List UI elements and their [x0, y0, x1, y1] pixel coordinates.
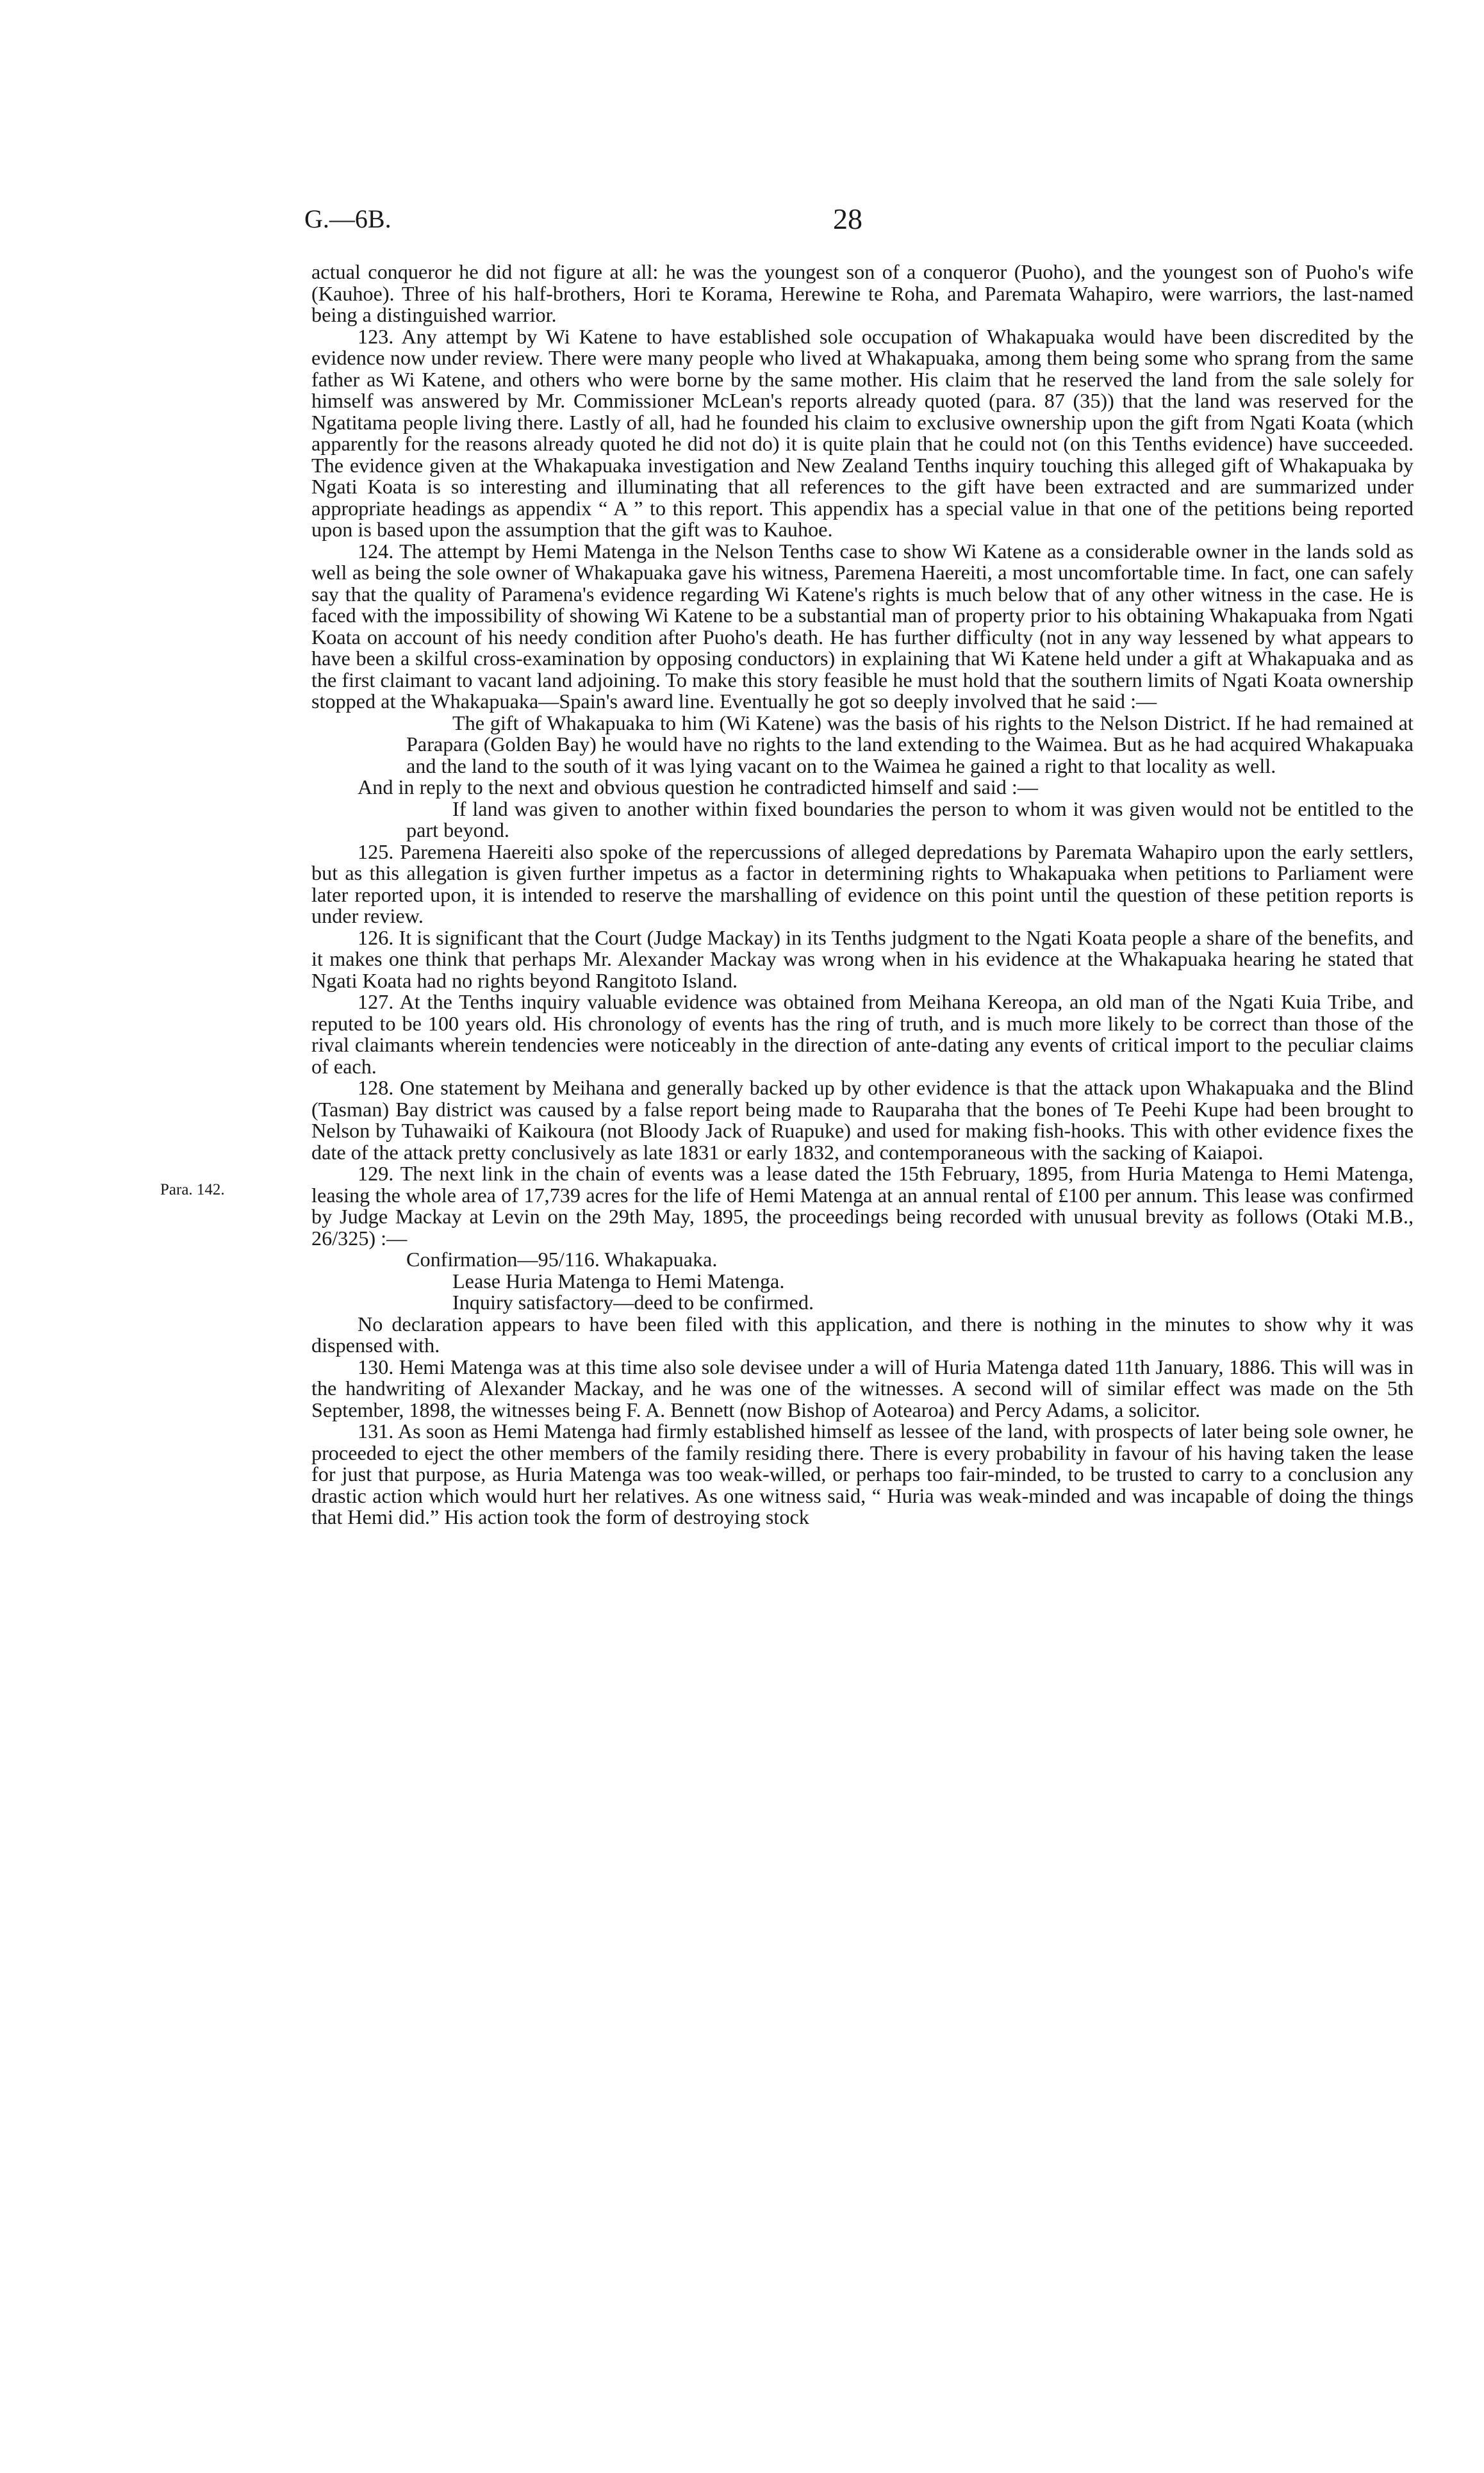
document-reference: G.—6B.: [304, 204, 392, 233]
confirmation-line-1: Confirmation—95/116. Whakapuaka.: [406, 1248, 718, 1271]
paragraph-131: 131. As soon as Hemi Matenga had firmly established himself as lessee of the land, with prospects of later being sole owner, he proceeded to eject the other members of the family residing there. There is every probability in favour of his having taken the lease for just that purpose, as Huria Matenga was too weak-willed, or perhaps too fair-minded, to be trusted to carry to a conclusion any drastic action which would hurt her relatives. As one witness said, “ Huria was weak-minded and was incapable of doing the things that Hemi did.” His action took the form of destroying stock: [311, 1419, 1414, 1528]
margin-note: Para. 142.: [160, 1181, 225, 1198]
confirmation-line-2: Lease Huria Matenga to Hemi Matenga.: [452, 1269, 785, 1293]
block-quote-2: If land was given to another within fixed boundaries the person to whom it was given would not be entitled to the part beyond.: [406, 797, 1414, 841]
paragraph-124: 124. The attempt by Hemi Matenga in the Nelson Tenths case to show Wi Katene as a considerable owner in the lands sold as well as being the sole owner of Whakapuaka gave his witness, Paremena Haereiti, a most uncomfortable time. In fact, one can safely say that the quality of Paramena's evidence regarding Wi Katene's rights is much below that of any other witness in the case. He is faced with the impossibility of showing Wi Katene to be a substantial man of property prior to his obtaining Whakapuaka from Ngati Koata on account of his needy condition after Puoho's death. He has further difficulty (not in any way lessened by what appears to have been a skilful cross-examination by opposing conductors) in explaining that Wi Katene held under a gift at Whakapuaka and as the first claimant to vacant land adjoining. To make this story feasible he must hold that the southern limits of Ngati Koata ownership stopped at the Whakapuaka—Spain's award line. Eventually he got so deeply involved that he said :—: [311, 539, 1414, 713]
paragraph-130: 130. Hemi Matenga was at this time also sole devisee under a will of Huria Matenga dated 11th January, 1886. This will was in the handwriting of Alexander Mackay, and he was one of the witnesses. A second will of similar effect was made on the 5th September, 1898, the witnesses being F. A. Bennett (now Bishop of Aotearoa) and Percy Adams, a solicitor.: [311, 1355, 1414, 1421]
confirmation-line-3: Inquiry satisfactory—deed to be confirmed.: [452, 1291, 814, 1314]
paragraph-126: 126. It is significant that the Court (Judge Mackay) in its Tenths judgment to the Ngati Koata people a share of the benefits, and it makes one think that perhaps Mr. Alexander Mackay was wrong when in his evidence at the Whakapuaka hearing he stated that Ngati Koata had no rights beyond Rangitoto Island.: [311, 925, 1414, 992]
body-text: [311, 261, 1414, 1528]
paragraph-128: 128. One statement by Meihana and generally backed up by other evidence is that the attack upon Whakapuaka and the Blind (Tasman) Bay district was caused by a false report being made to Rauparaha that the bones of Te Peehi Kupe had been brought to Nelson by Tuhawaiki of Kaikoura (not Bloody Jack of Ruapuke) and used for making fish-hooks. This with other evidence fixes the date of the attack pretty conclusively as late 1831 or early 1832, and contemporaneous with the sacking of Kaiapoi.: [311, 1076, 1414, 1164]
paragraph-declaration: No declaration appears to have been filed with this application, and there is nothing in the minutes to show why it was dispensed with.: [311, 1312, 1414, 1357]
paragraph-123: 123. Any attempt by Wi Katene to have established sole occupation of Whakapuaka would have been discredited by the evidence now under review. There were many people who lived at Whakapuaka, among them being some who sprang from the same father as Wi Katene, and others who were borne by the same mother. His claim that he reserved the land from the sale solely for himself was answered by Mr. Commissioner McLean's reports already quoted (para. 87 (35)) that the land was reserved for the Ngatitama people living there. Lastly of all, had he founded his claim to exclusive ownership upon the gift from Ngati Koata (which apparently for the reasons already quoted he did not do) it is quite plain that he could not (on this Tenths evidence) have succeeded. The evidence given at the Whakapuaka investigation and New Zealand Tenths inquiry touching this alleged gift of Whakapuaka by Ngati Koata is so interesting and illuminating that all references to the gift have been extracted and are summarized under appropriate headings as appendix “ A ” to this report. This appendix has a special value in that one of the petitions being reported upon is based upon the assumption that the gift was to Kauhoe.: [311, 324, 1414, 541]
page-number: 28: [833, 203, 862, 235]
paragraph-reply: And in reply to the next and obvious question he contradicted himself and said :—: [358, 775, 1038, 798]
block-quote-1: The gift of Whakapuaka to him (Wi Katene) was the basis of his rights to the Nelson District. If he had remained at Parapara (Golden Bay) he would have no rights to the land extending to the Waimea. But as he had acquired Whakapuaka and the land to the south of it was lying vacant on to the Waimea he gained a right to that locality as well.: [406, 711, 1414, 777]
paragraph-127: 127. At the Tenths inquiry valuable evidence was obtained from Meihana Kereopa, an old man of the Ngati Kuia Tribe, and reputed to be 100 years old. His chronology of events has the ring of truth, and is much more likely to be correct than those of the rival claimants wherein tendencies were noticeably in the direction of ante-dating any events of critical import to the peculiar claims of each.: [311, 990, 1414, 1078]
paragraph-129: 129. The next link in the chain of events was a lease dated the 15th February, 1895, from Huria Matenga to Hemi Matenga, leasing the whole area of 17,739 acres for the life of Hemi Matenga at an annual rental of £100 per annum. This lease was confirmed by Judge Mackay at Levin on the 29th May, 1895, the proceedings being recorded with unusual brevity as follows (Otaki M.B., 26/325) :—: [311, 1162, 1414, 1250]
paragraph-continuation: actual conqueror he did not figure at all: he was the youngest son of a conqueror (Puoho), and the youngest son of Puoho's wife (Kauhoe). Three of his half-brothers, Hori te Korama, Herewine te Roha, and Paremata Wahapiro, were warriors, the last-named being a distinguished warrior.: [311, 260, 1414, 326]
paragraph-125: 125. Paremena Haereiti also spoke of the repercussions of alleged depredations by Paremata Wahapiro upon the early settlers, but as this allegation is given further impetus as a factor in determining rights to Whakapuaka when petitions to Parliament were later reported upon, it is intended to reserve the marshalling of evidence on this point until the question of these petition reports is under review.: [311, 839, 1414, 927]
